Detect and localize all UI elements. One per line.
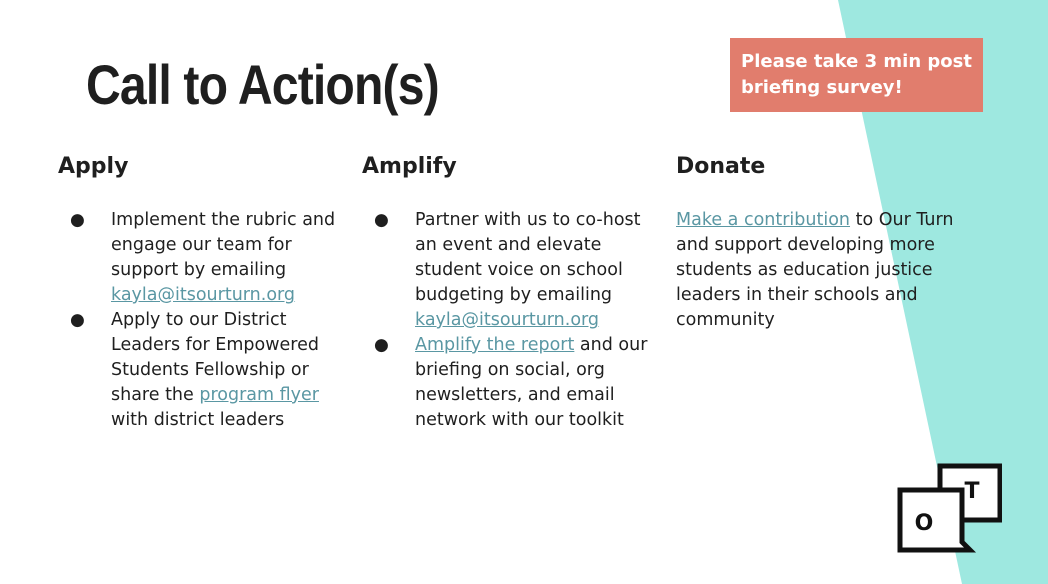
apply-item-2-text: Apply to our District Leaders for Empowered Students Fellowship or share the [111,310,319,405]
donate-tail: to Our Turn and support developing more students as education justice leaders in their schools and community [676,210,954,330]
apply-heading: Apply [58,154,129,179]
bullet-icon: ● [374,335,389,355]
make-contribution-link[interactable]: Make a contribution [676,210,851,230]
apply-item-2-tail: with district leaders [111,410,285,430]
list-item [58,308,348,433]
list-item [362,208,662,333]
amplify-item-1-text: Partner with us to co-host an event and elevate student voice on school budgeting by emailing [415,210,641,305]
apply-email-link[interactable]: kayla@itsourturn.org [111,285,296,305]
survey-badge[interactable]: Please take 3 min post briefing survey! [730,38,983,112]
bullet-icon: ● [70,310,85,330]
amplify-email-link[interactable]: kayla@itsourturn.org [415,310,600,330]
list-item [362,333,662,433]
logo-letter-t: T [964,479,980,504]
amplify-heading: Amplify [362,154,457,179]
amplify-report-link[interactable]: Amplify the report [415,335,575,355]
apply-list [58,208,348,433]
list-item [58,208,348,308]
amplify-column [362,152,662,433]
logo-letter-o: O [914,511,934,536]
bullet-icon: ● [374,210,389,230]
amplify-item-2-tail: and our briefing on social, org newsletters, and email network with our toolkit [415,335,648,430]
bullet-icon: ● [70,210,85,230]
amplify-list [362,208,662,433]
donate-text [676,208,976,333]
donate-heading: Donate [676,154,766,179]
apply-item-1-text: Implement the rubric and engage our team for support by emailing [111,210,336,280]
program-flyer-link[interactable]: program flyer [199,385,319,405]
our-turn-logo-icon [896,462,1002,554]
apply-column [58,152,348,433]
donate-column [676,152,976,333]
page-title: Call to Action(s) [86,53,439,116]
